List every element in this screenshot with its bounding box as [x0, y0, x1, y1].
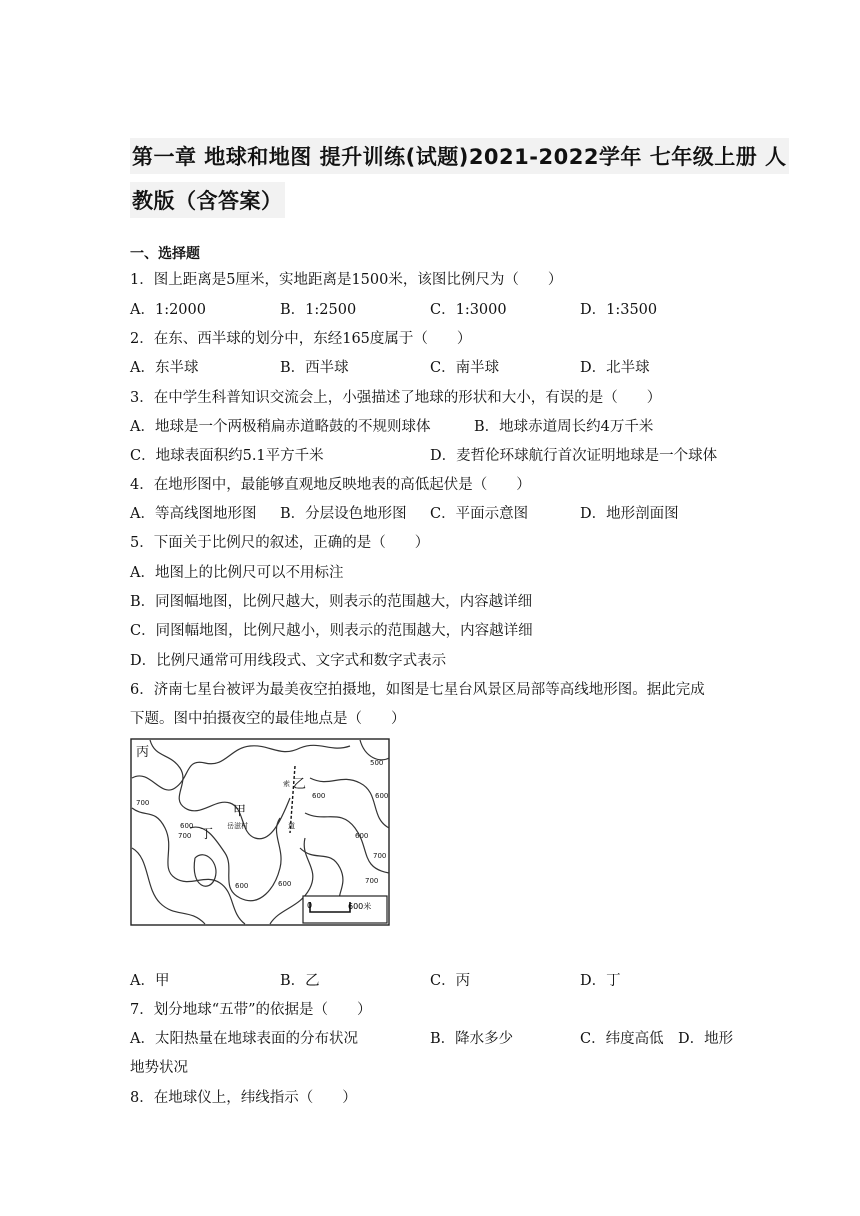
- question-8-stem: 8．在地球仪上，纬线指示（ ）: [130, 1090, 357, 1106]
- contour-map: [130, 738, 390, 926]
- q2-option-a: A．东半球: [130, 360, 199, 376]
- question-6-stem-line-1: 6．济南七星台被评为最美夜空拍摄地，如图是七星台风景区局部等高线地形图。据此完成: [130, 682, 705, 698]
- q3-option-a: A．地球是一个两极稍扁赤道略鼓的不规则球体: [130, 419, 431, 435]
- question-5-stem: 5．下面关于比例尺的叙述，正确的是（ ）: [130, 535, 430, 551]
- q5-option-c: C．同图幅地图，比例尺越小，则表示的范围越大，内容越详细: [130, 623, 533, 639]
- contour-label: 700: [136, 799, 150, 807]
- map-label-ding: 丁: [200, 827, 214, 842]
- section-heading: 一、选择题: [130, 246, 200, 262]
- q7-option-b: B．降水多少: [430, 1031, 514, 1047]
- q6-option-d: D．丁: [580, 973, 621, 989]
- q5-option-d: D．比例尺通常可用线段式、文字式和数字式表示: [130, 653, 447, 669]
- scale-start: 0: [307, 901, 313, 910]
- contour-label: 600: [235, 882, 249, 890]
- road-label: 索: [283, 780, 290, 788]
- question-2-stem: 2．在东、西半球的划分中，东经165度属于（ ）: [130, 331, 472, 347]
- q4-option-a: A．等高线图地形图: [130, 506, 257, 522]
- q1-option-d: D．1:3500: [580, 302, 658, 318]
- contour-label: 500: [370, 759, 384, 767]
- contour-label: 600: [312, 792, 326, 800]
- q3-option-b: B．地球赤道周长约4万千米: [474, 419, 654, 435]
- map-label-jia: 甲: [233, 804, 247, 819]
- contour-label: 600: [355, 832, 369, 840]
- document-title-line-2: 教版（含答案）: [130, 182, 285, 218]
- q3-option-c: C．地球表面积约5.1平方千米: [130, 448, 324, 464]
- q4-option-d: D．地形剖面图: [580, 506, 679, 522]
- question-1-stem: 1．图上距离是5厘米，实地距离是1500米，该图比例尺为（ ）: [130, 272, 563, 288]
- q7-option-d-wrap: 地势状况: [130, 1060, 188, 1076]
- contour-label: 600: [375, 792, 389, 800]
- q6-option-b: B．乙: [280, 973, 320, 989]
- q7-option-d: D．地形: [678, 1031, 734, 1047]
- q6-option-c: C．丙: [430, 973, 471, 989]
- q1-option-b: B．1:2500: [280, 302, 357, 318]
- question-7-stem: 7．划分地球“五带”的依据是（ ）: [130, 1002, 372, 1018]
- q4-option-c: C．平面示意图: [430, 506, 529, 522]
- q6-option-a: A．甲: [130, 973, 170, 989]
- q7-option-a: A．太阳热量在地球表面的分布状况: [130, 1031, 358, 1047]
- road-label: 道: [288, 822, 295, 830]
- contour-label: 600: [278, 880, 292, 888]
- q3-option-d: D．麦哲伦环球航行首次证明地球是一个球体: [430, 448, 718, 464]
- question-6-stem-line-2: 下题。图中拍摄夜空的最佳地点是（ ）: [130, 711, 406, 727]
- q2-option-b: B．西半球: [280, 360, 349, 376]
- q4-option-b: B．分层设色地形图: [280, 506, 407, 522]
- contour-label: 600: [180, 822, 194, 830]
- contour-label: 700: [365, 877, 379, 885]
- q1-option-a: A．1:2000: [130, 302, 206, 318]
- map-label-bing: 丙: [136, 745, 150, 760]
- contour-label: 700: [373, 852, 387, 860]
- document-title-line-1: 第一章 地球和地图 提升训练(试题)2021-2022学年 七年级上册 人: [130, 138, 789, 174]
- question-3-stem: 3．在中学生科普知识交流会上，小强描述了地球的形状和大小，有误的是（ ）: [130, 390, 662, 406]
- scale-box: [303, 896, 387, 923]
- scale-end: 600米: [348, 902, 372, 911]
- map-label-village: 岳滋村: [227, 822, 248, 830]
- map-label-yi: 乙: [293, 777, 307, 792]
- q2-option-d: D．北半球: [580, 360, 650, 376]
- q5-option-b: B．同图幅地图，比例尺越大，则表示的范围越大，内容越详细: [130, 594, 533, 610]
- question-4-stem: 4．在地形图中，最能够直观地反映地表的高低起伏是（ ）: [130, 477, 531, 493]
- q7-option-c: C．纬度高低: [580, 1031, 664, 1047]
- q2-option-c: C．南半球: [430, 360, 500, 376]
- q1-option-c: C．1:3000: [430, 302, 507, 318]
- contour-label: 700: [178, 832, 192, 840]
- q5-option-a: A．地图上的比例尺可以不用标注: [130, 565, 344, 581]
